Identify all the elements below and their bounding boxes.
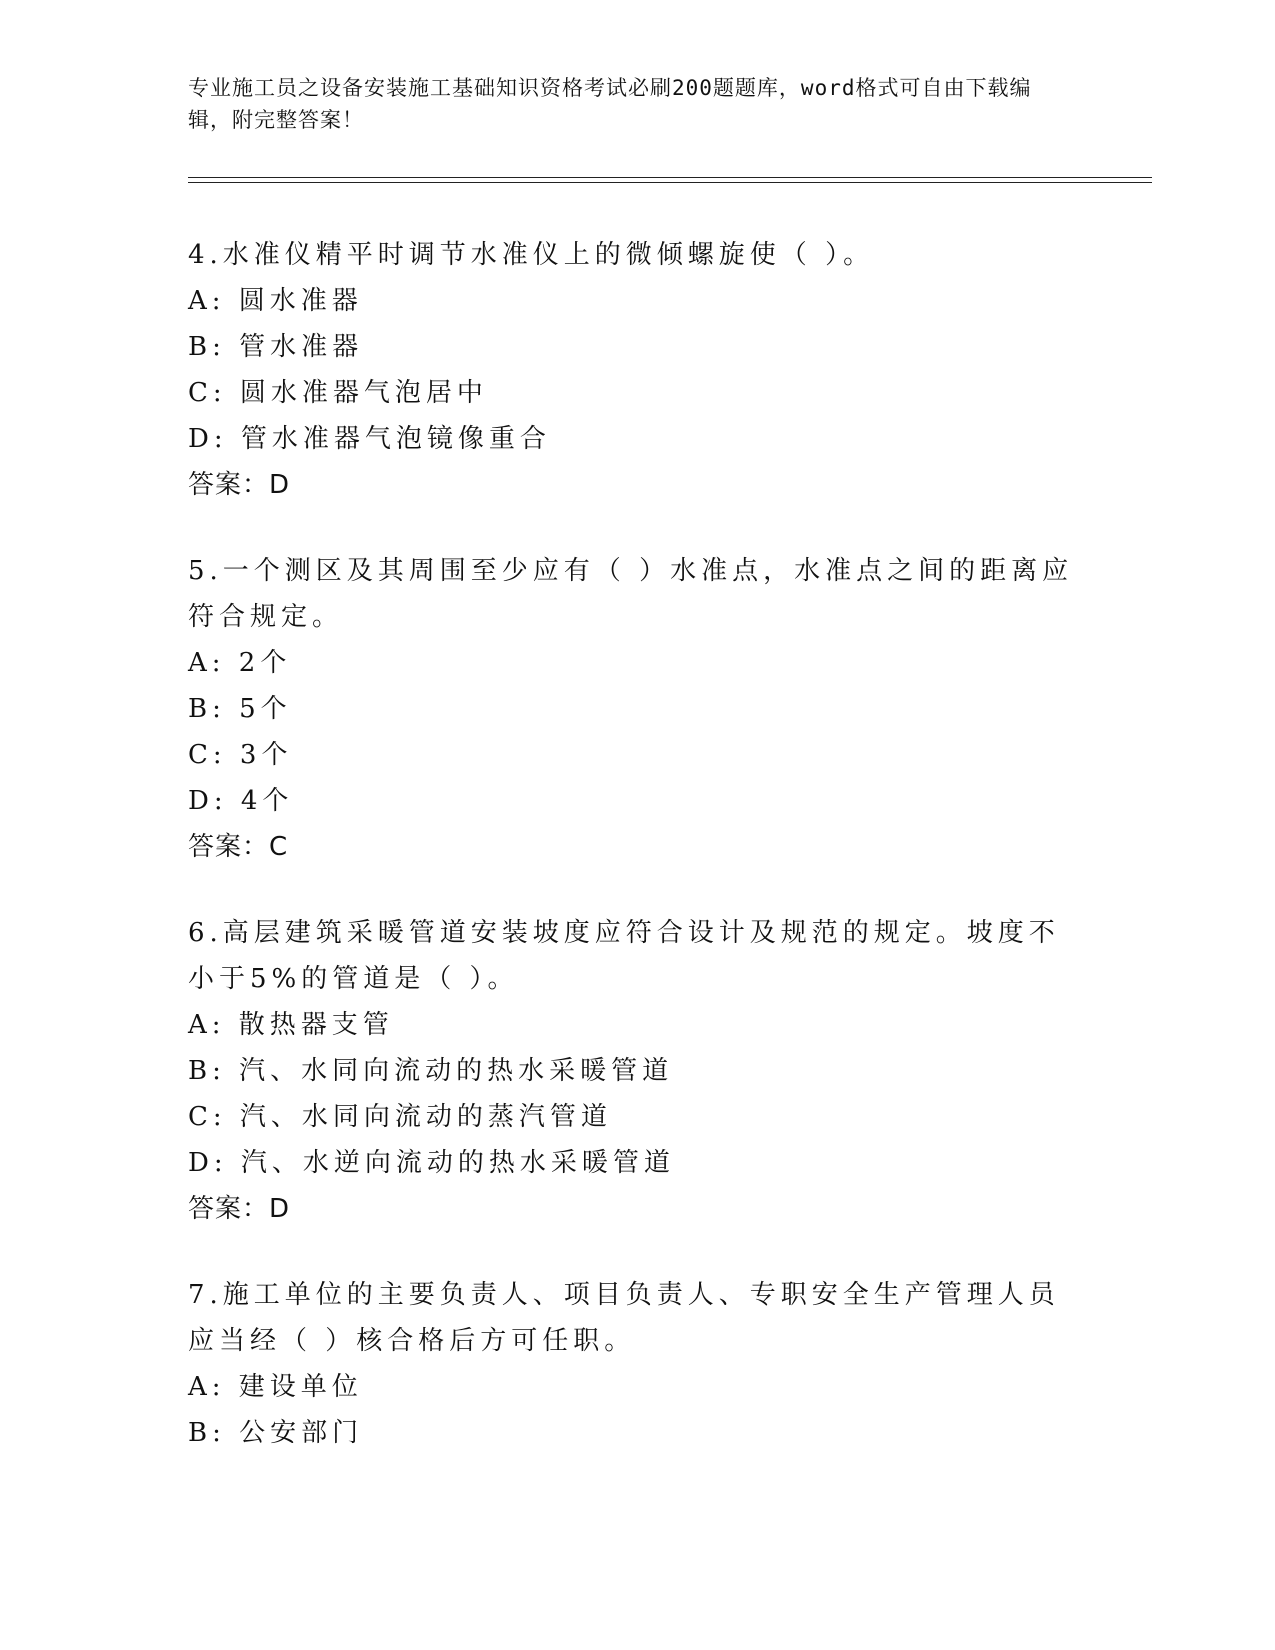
answer-value: C [269, 832, 289, 862]
answer-line [188, 1186, 1088, 1232]
option-b: B: 管水准器 [188, 332, 364, 362]
answer-label: 答案： [188, 832, 270, 862]
option-d: D: 4个 [188, 786, 294, 816]
option-d: D: 管水准器气泡镜像重合 [188, 424, 551, 454]
question-5 [188, 548, 1088, 870]
option-a: A: 圆水准器 [188, 286, 363, 316]
answer-label: 答案： [188, 1194, 270, 1224]
answer-label: 答案： [188, 470, 270, 500]
option-b: B: 公安部门 [188, 1418, 364, 1448]
question-stem: 7.施工单位的主要负责人、项目负责人、专职安全生产管理人员应当经（ ）核合格后方可任职。 [188, 1280, 1060, 1356]
question-stem: 6.高层建筑采暖管道安装坡度应符合设计及规范的规定。坡度不小于5%的管道是（ ）。 [188, 918, 1060, 994]
question-6 [188, 910, 1088, 1232]
question-list [188, 232, 1088, 1496]
question-4 [188, 232, 1088, 508]
answer-value: D [269, 470, 291, 500]
option-c: C: 汽、水同向流动的蒸汽管道 [188, 1102, 612, 1132]
document-header: 专业施工员之设备安装施工基础知识资格考试必刷200题题库，word格式可自由下载编辑，附完整答案！ [188, 76, 1032, 132]
question-stem: 5.一个测区及其周围至少应有（ ）水准点，水准点之间的距离应符合规定。 [188, 556, 1074, 632]
option-b: B: 5个 [188, 694, 292, 724]
answer-value: D [269, 1194, 291, 1224]
option-a: A: 2个 [188, 648, 292, 678]
option-c: C: 3个 [188, 740, 293, 770]
header-rule-bottom [188, 182, 1152, 183]
question-7 [188, 1272, 1088, 1456]
option-c: C: 圆水准器气泡居中 [188, 378, 488, 408]
header-rule-top [188, 177, 1152, 178]
option-a: A: 散热器支管 [188, 1010, 394, 1040]
answer-line [188, 824, 1088, 870]
answer-line [188, 462, 1088, 508]
question-stem: 4.水准仪精平时调节水准仪上的微倾螺旋使（ ）。 [188, 240, 875, 270]
option-b: B: 汽、水同向流动的热水采暖管道 [188, 1056, 674, 1086]
option-d: D: 汽、水逆向流动的热水采暖管道 [188, 1148, 675, 1178]
option-a: A: 建设单位 [188, 1372, 363, 1402]
